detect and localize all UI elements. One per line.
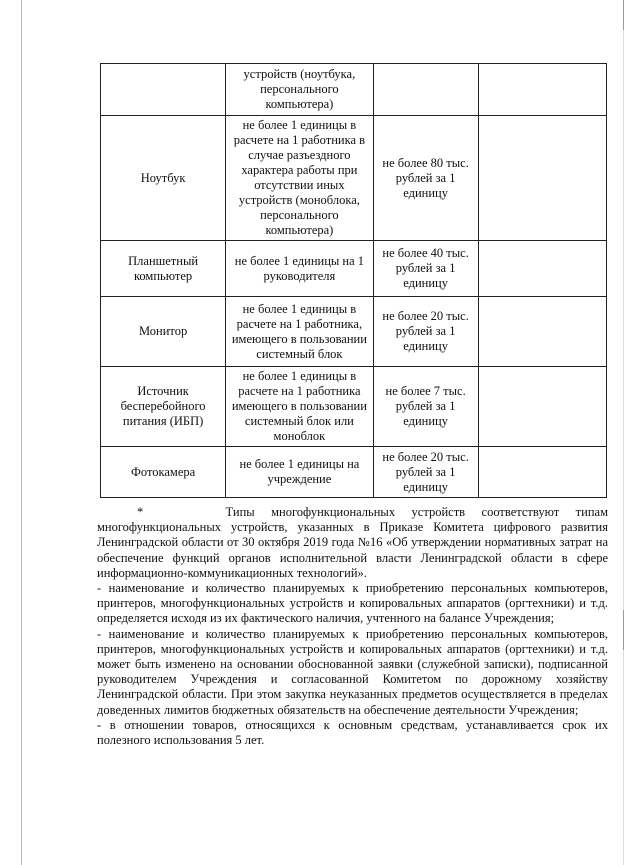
table-row [101,116,607,241]
cell-note [478,116,606,241]
cell-note [478,447,606,498]
cell-quantity: устройств (ноутбука, персонального компьютера) [226,64,373,116]
cell-note [478,64,606,116]
cell-quantity: не более 1 единицы в расчете на 1 работника, имеющего в пользовании системный блок [226,297,373,367]
table-row [101,367,607,447]
cell-name: Фотокамера [101,447,226,498]
table-row [101,64,607,116]
scan-edge-left [21,0,22,865]
cell-price: не более 20 тыс. рублей за 1 единицу [373,447,478,498]
note-item: - наименование и количество планируемых к приобретению персональных компьютеров, принтеров, многофункциональных устройств и копировальных аппаратов (оргтехники) и т.д. может быть изменено на основании обоснованной заявки (служебной записки), подписанной руководителем Учреждения и согласованной Комитетом по дорожному хозяйству Ленинградской области. При этом закупка неуказанных предметов осуществляется в пределах доведенных лимитов бюджетных обязательств на обеспечение деятельности Учреждения; [97,626,608,717]
cell-name: Планшетный компьютер [101,241,226,297]
cell-note [478,367,606,447]
cell-quantity: не более 1 единицы в расчете на 1 работника имеющего в пользовании системный блок или моноблок [226,367,373,447]
table-row [101,297,607,367]
scan-edge-right [623,0,624,865]
cell-note [478,241,606,297]
footnote-paragraph: * Типы многофункциональных устройств соответствуют типам многофункциональных устройств, указанных в Приказе Комитета цифрового развития Ленинградской области от 30 октября 2019 года №16 «Об утверждении нормативных затрат на обеспечение функций органов исполнительной власти Ленинградской области в сфере информационно-коммуникационных технологий». [97,505,608,580]
cell-price [373,64,478,116]
cell-name [101,64,226,116]
cell-price: не более 20 тыс. рублей за 1 единицу [373,297,478,367]
cell-price: не более 40 тыс. рублей за 1 единицу [373,241,478,297]
cell-quantity: не более 1 единицы в расчете на 1 работника в случае разъездного характера работы при отсутствии иных устройств (моноблока, персонального компьютера) [226,116,373,241]
scan-edge-mark [623,0,624,30]
cell-name: Источник бесперебойного питания (ИБП) [101,367,226,447]
cell-price: не более 7 тыс. рублей за 1 единицу [373,367,478,447]
note-item: - в отношении товаров, относящихся к основным средствам, устанавливается срок их полезного использования 5 лет. [97,717,608,748]
note-item: - наименование и количество планируемых к приобретению персональных компьютеров, принтеров, многофункциональных устройств и копировальных аппаратов (оргтехники) и т.д. определяется исходя из их фактического наличия, учтенного на балансе Учреждения; [97,581,608,626]
notes-section [97,505,608,748]
scan-edge-mark [623,610,624,650]
equipment-norms-table [100,63,607,498]
cell-note [478,297,606,367]
table-row [101,241,607,297]
cell-name: Ноутбук [101,116,226,241]
cell-quantity: не более 1 единицы на учреждение [226,447,373,498]
cell-price: не более 80 тыс. рублей за 1 единицу [373,116,478,241]
table-row [101,447,607,498]
cell-quantity: не более 1 единицы на 1 руководителя [226,241,373,297]
cell-name: Монитор [101,297,226,367]
